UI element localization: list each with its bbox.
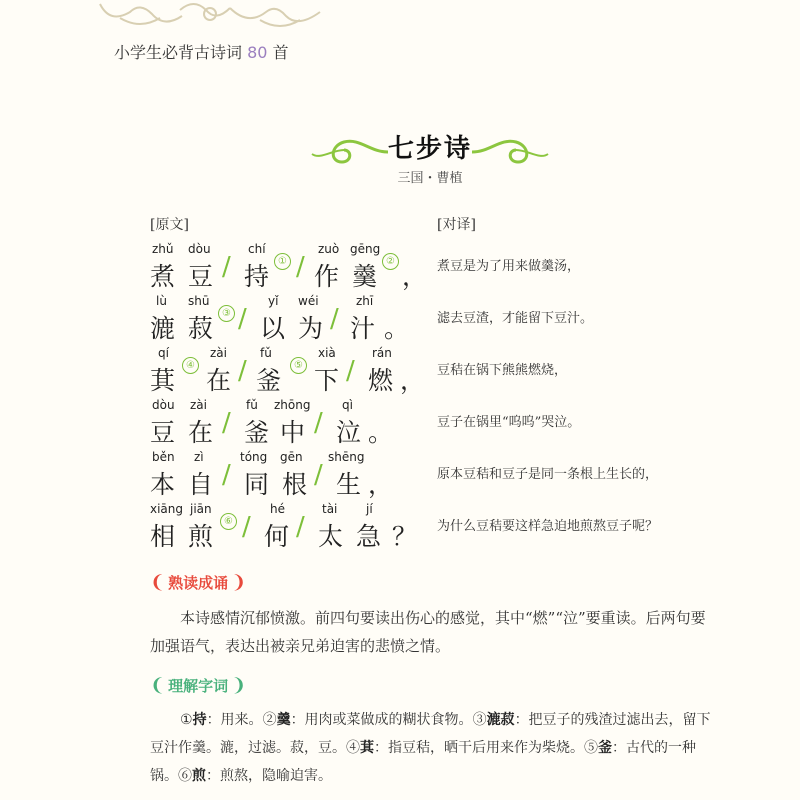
poem-punct: ， [400, 366, 426, 395]
pinyin: zhōng [274, 398, 311, 412]
poem-punct: 。 [384, 314, 410, 343]
note-marker: ⑤ [290, 357, 307, 374]
poem-char: 煮 [150, 262, 176, 291]
translation-line: 豆子在锅里“呜呜”哭泣。 [437, 415, 581, 430]
translation-line: 原本豆秸和豆子是同一条根上生长的， [437, 467, 659, 482]
pinyin: tài [322, 502, 338, 516]
reading-text: 本诗感情沉郁愤激。前四句要读出伤心的感觉，其中“燃”“泣”要重读。后两句要加强语气，表达出被亲兄弟迫害的悲愤之情。 [150, 609, 706, 655]
glossary-def: ：指豆秸，晒干后用来作为柴烧。 [374, 740, 584, 756]
poem-char: 豆 [188, 262, 214, 291]
reading-heading [150, 571, 246, 593]
rhythm-slash: / [222, 408, 231, 438]
pinyin: dòu [152, 398, 175, 412]
pinyin: xiāng [150, 502, 184, 516]
pinyin: zhī [356, 294, 374, 308]
left-bracket-icon: ❨ [150, 571, 166, 593]
poem-char: 萁 [150, 366, 176, 395]
pinyin: hé [270, 502, 285, 516]
rhythm-slash: / [314, 460, 323, 490]
reading-paragraph [150, 604, 720, 660]
glossary-num: ④ [346, 740, 360, 756]
book-title [114, 40, 289, 63]
poem-char: 同 [244, 470, 270, 499]
pinyin: chí [248, 242, 266, 256]
pinyin: qì [342, 398, 353, 412]
note-marker: ④ [182, 357, 199, 374]
translation-line: 煮豆是为了用来做羹汤， [437, 259, 581, 274]
pinyin: jiān [190, 502, 212, 516]
glossary-def: ：煎熬，隐喻迫害。 [206, 768, 332, 784]
poem-char: 根 [282, 470, 308, 499]
glossary-term: 煎 [192, 768, 206, 784]
note-marker: ② [382, 253, 399, 270]
pinyin: zài [190, 398, 207, 412]
reading-heading-label: 熟读成诵 [168, 573, 229, 592]
glossary-num: ⑥ [178, 768, 192, 784]
pinyin: shēng [328, 450, 365, 464]
poem-char: 本 [150, 470, 176, 499]
poem-char: 相 [150, 522, 176, 551]
book-title-suffix: 首 [272, 43, 289, 62]
book-title-text: 小学生必背古诗词 [114, 43, 243, 62]
poem-char: 为 [298, 314, 324, 343]
glossary-def: ：把豆子的残渣过滤出去，留下豆汁作羹。漉，过滤。菽，豆。 [150, 712, 711, 756]
glossary-term: 漉菽 [486, 712, 515, 728]
rhythm-slash: / [346, 356, 355, 386]
poem-punct: 。 [368, 418, 394, 447]
rhythm-slash: / [296, 252, 305, 282]
poem-char: 釜 [244, 418, 270, 447]
glossary-def: ：用来。 [206, 712, 263, 728]
pinyin: dòu [188, 242, 211, 256]
glossary-num: ② [262, 712, 277, 728]
poem-punct: ， [368, 470, 394, 499]
poem-heading [310, 120, 550, 200]
poem-punct: ， [402, 262, 428, 291]
glossary-num: ⑤ [584, 740, 598, 756]
poem-char: 汁 [350, 314, 376, 343]
book-title-number: 80 [247, 43, 268, 62]
right-swirl-ornament [470, 134, 550, 166]
poem-char: 以 [260, 314, 286, 343]
pinyin: gēn [280, 450, 303, 464]
rhythm-slash: / [296, 512, 305, 542]
glossary-term: 萁 [360, 740, 374, 756]
poem-char: 作 [314, 262, 340, 291]
glossary-num: ① [180, 712, 193, 728]
poem-char: 持 [244, 262, 270, 291]
poem-char: 在 [188, 418, 214, 447]
rhythm-slash: / [222, 252, 231, 282]
pinyin: xià [318, 346, 336, 360]
glossary-paragraph [150, 706, 720, 790]
pinyin: běn [152, 450, 175, 464]
poem-punct: ？ [392, 522, 418, 551]
translation-line: 滤去豆渣，才能留下豆汁。 [437, 311, 594, 326]
translation-line: 豆秸在锅下熊熊燃烧， [437, 363, 568, 378]
original-label: [原文] [150, 217, 189, 233]
pinyin: fǔ [260, 346, 272, 360]
poem-char: 豆 [150, 418, 176, 447]
rhythm-slash: / [238, 356, 247, 386]
pinyin: yǐ [268, 294, 279, 308]
glossary-heading [150, 674, 246, 696]
right-bracket-icon: ❩ [231, 571, 247, 593]
note-marker: ③ [218, 305, 235, 322]
pinyin: zài [210, 346, 227, 360]
poem-char: 漉 [150, 314, 176, 343]
glossary-term: 釜 [598, 740, 612, 756]
right-bracket-icon: ❩ [231, 674, 247, 696]
note-marker: ⑥ [220, 513, 237, 530]
translation-line: 为什么豆秸要这样急迫地煎熬豆子呢？ [437, 519, 659, 534]
note-marker: ① [274, 253, 291, 270]
pinyin: fǔ [246, 398, 258, 412]
poem-char: 在 [206, 366, 232, 395]
pinyin: tóng [240, 450, 268, 464]
cloud-ornament [60, 0, 360, 36]
poem-char: 中 [280, 418, 306, 447]
poem-author: 三国・曹植 [397, 171, 463, 186]
glossary-term: 羹 [276, 712, 291, 728]
rhythm-slash: / [330, 304, 339, 334]
poem-char: 菽 [188, 314, 214, 343]
pinyin: rán [372, 346, 392, 360]
rhythm-slash: / [242, 512, 251, 542]
pinyin: jí [366, 502, 373, 516]
pinyin: zuò [318, 242, 340, 256]
rhythm-slash: / [238, 304, 247, 334]
poem-char: 下 [314, 366, 340, 395]
pinyin: lù [156, 294, 167, 308]
poem-char: 羹 [352, 262, 378, 291]
poem-title: 七步诗 [387, 134, 472, 164]
poem-char: 燃 [368, 366, 394, 395]
poem-char: 煎 [188, 522, 214, 551]
poem-char: 太 [318, 522, 344, 551]
glossary-heading-label: 理解字词 [168, 676, 229, 695]
poem-char: 自 [188, 470, 214, 499]
poem-char: 急 [356, 522, 382, 551]
translation-label: [对译] [437, 217, 476, 233]
pinyin: wéi [298, 294, 319, 308]
rhythm-slash: / [314, 408, 323, 438]
poem-char: 泣 [336, 418, 362, 447]
poem-char: 釜 [256, 366, 282, 395]
pinyin: zì [194, 450, 204, 464]
glossary-num: ③ [472, 712, 487, 728]
glossary-def: ：古代的一种锅。 [150, 740, 696, 784]
glossary-term: 持 [192, 712, 207, 728]
poem-char: 生 [336, 470, 362, 499]
glossary-def: ：用肉或菜做成的糊状食物。 [290, 712, 473, 728]
pinyin: qí [158, 346, 169, 360]
rhythm-slash: / [222, 460, 231, 490]
left-bracket-icon: ❨ [150, 674, 166, 696]
poem-char: 何 [264, 522, 290, 551]
pinyin: zhǔ [152, 242, 174, 256]
pinyin: shū [188, 294, 210, 308]
pinyin: gēng [350, 242, 381, 256]
